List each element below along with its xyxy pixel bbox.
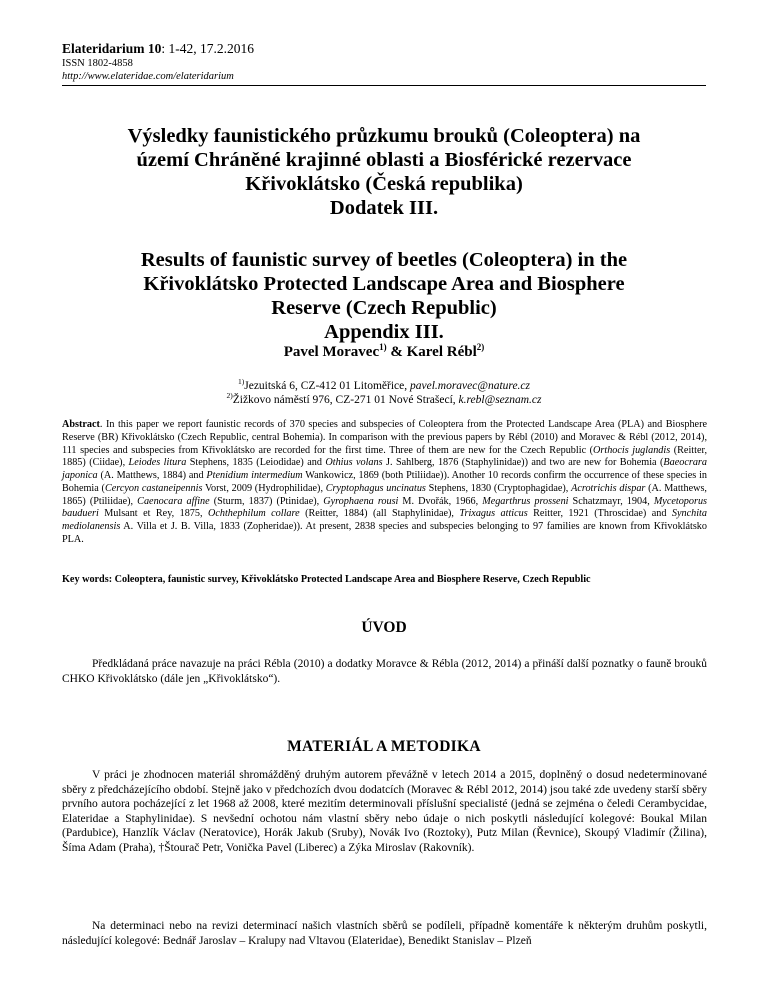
abstract-text: (Sturm, 1837) (Ptinidae), [209,495,324,507]
abstract-text: (A. Matthews, 1884) and [97,470,207,481]
abstract-text: Wankowicz, 1869 (both Ptiliidae)). Another 10 records confirm the occurrence of these species in Bohemia ( [62,470,707,494]
species-name: Baeocrara japonica [62,457,707,481]
species-name: Gyrophaena rousi [323,495,399,507]
species-name: Cryptophagus uncinatus [325,482,426,494]
affiliation-address: Žižkovo náměstí 976, CZ-271 01 Nové Strašecí, [232,394,459,406]
abstract-label: Abstract [62,419,100,430]
abstract-text: M. Dvořák, 1966, [398,495,483,507]
affiliation-2 [62,393,706,407]
abstract-text: Vorst, 2009 (Hydrophilidae), [202,482,326,494]
species-name: Leiodes litura [128,457,187,469]
title-czech-line: Křivoklátsko (Česká republika) [245,173,523,195]
author-connector: & [386,344,407,360]
species-name: Othius volans [325,457,383,469]
abstract-text: Schatzmayr, 1904, [568,495,654,507]
journal-pages: : 1-42, 17.2.2016 [161,41,254,56]
author-line [62,343,706,361]
abstract-text: Mulsant et Rey, 1875, [98,508,208,520]
abstract [62,419,707,547]
title-czech-line: Výsledky faunistického průzkumu brouků (Coleoptera) na [127,125,641,147]
section-paragraph: Předkládaná práce navazuje na práci Rébla (2010) a dodatky Moravce & Rébla (2012, 2014) a přináší další poznatky o fauně brouků CHKO Křivoklátsko (dále jen „Křivoklátsko“). [62,658,707,685]
header-divider [62,85,706,86]
species-name: Mycetoporus baudueri [62,495,707,520]
title-czech-line: Dodatek III. [329,197,439,219]
abstract-text: . In this paper we report faunistic records of 370 species and subspecies of Coleoptera from the Protected Landscape Area (PLA) and Biosphere Reserve (BR) Křivoklátsko (Czech Republic, central Bohemia). In comparison with the previous papers by Rébl (2010) and Moravec & Rébl (2012, 2014), 111 species and subspecies from Křivoklátsko are recorded for the first time. Three of them are new for the Czech Republic ( [62,419,707,456]
title-english-line: Křivoklátsko Protected Landscape Area and Biosphere [143,273,625,295]
author-name: Karel Rébl [406,344,477,360]
abstract-text: (A. Matthews, 1865) (Ptiliidae), [62,482,707,507]
journal-name: Elateridarium 10 [62,41,162,56]
issn: ISSN 1802-4858 [62,58,133,69]
abstract-text: Reitter, 1921 (Throscidae) and [527,508,672,520]
affiliation-mark: 1) [237,377,245,387]
keywords: Key words: Coleoptera, faunistic survey, Křivoklátsko Protected Landscape Area and Biosphere Reserve, Czech Republic [62,574,591,585]
species-name: Ochthephilum collare [207,508,300,520]
abstract-text: Stephens, 1835 (Leiodidae) and [186,457,326,469]
title-english-line: Reserve (Czech Republic) [271,297,497,319]
species-name: Orthocis juglandis [593,444,671,456]
species-name: Trixagus atticus [459,508,528,520]
species-name: Caenocara affine [137,495,210,507]
author-affiliation-mark: 1) [379,342,387,352]
title-czech [62,124,706,220]
author-affiliation-mark: 2) [476,342,485,352]
abstract-text: (Reitter, 1885) (Ciidae), [62,444,707,469]
affiliation-email[interactable]: k.rebl@seznam.cz [458,394,542,406]
affiliation-email[interactable]: pavel.moravec@nature.cz [410,380,531,392]
abstract-text: Stephens, 1830 (Cryptophagidae), [425,482,572,494]
affiliation-address: Jezuitská 6, CZ-412 01 Litoměřice, [244,380,410,392]
section-heading-material: MATERIÁL A METODIKA [287,738,481,755]
title-english-line: Appendix III. [324,321,444,343]
section-paragraph: V práci je zhodnocen materiál shromážděný druhým autorem převážně v letech 2014 a 2015, doplněný o dosud nedeterminované sběry z předcházejícího období. Stejně jako v předchozích dvou dodatcích (Moravec & Rébl 2012, 2014) jsou také zde uvedeny starší sběry prvního autora pocházející z let 1968 až 2008, které mezitím determinovali příslušní specialisté (jedná se zejména o čeledi Cerambycidae, Elateridae a Staphylinidae). S nevšední ochotou nám vlastní sběry nebo údaje o nich poskytli následující kolegové: Boukal Milan (Pardubice), Hanzlík Václav (Neratovice), Horák Jakub (Sruby), Novák Ivo (Roztoky), Putz Milan (Řevnice), Skoupý Vladimír (Žilina), Šíma Adam (Praha), †Štourač Petr, Vonička Pavel (Liberec) a Zýka Miroslav (Rakovník). [62,769,707,854]
affiliation-mark: 2) [226,391,233,401]
abstract-text: J. Sahlberg, 1876 (Staphylinidae)) and two are new for Bohemia ( [382,457,664,469]
species-name: Acrotrichis dispar [571,482,646,494]
abstract-text: A. Villa et J. B. Villa, 1833 (Zopheridae)). At present, 2838 species and subspecies belonging to 97 families are known from Křivoklátsko PLA. [62,521,707,545]
species-name: Megarthrus prosseni [482,495,569,507]
author-name: Pavel Moravec [283,344,380,360]
species-name: Cercyon castaneipennis [104,482,203,494]
species-name: Ptenidium intermedium [206,470,303,481]
species-name: Synchita mediolanensis [62,508,707,532]
section-paragraph: Na determinaci nebo na revizi determinací našich vlastních sběrů se podíleli, případně komentáře k některým druhům poskytli, následující kolegové: Bednář Jaroslav – Kralupy nad Vltavou (Elateridae), Benedikt Stanislav – Plzeň [62,920,707,947]
affiliation-1 [62,379,706,393]
title-english-line: Results of faunistic survey of beetles (Coleoptera) in the [140,249,628,271]
title-english [62,248,706,344]
section-heading-uvod: ÚVOD [361,619,407,636]
journal-url[interactable]: http://www.elateridae.com/elateridarium [62,71,234,82]
journal-citation [62,41,254,57]
abstract-text: (Reitter, 1884) (all Staphylinidae), [299,508,460,520]
title-czech-line: území Chráněné krajinné oblasti a Biosférické rezervace [136,149,632,171]
